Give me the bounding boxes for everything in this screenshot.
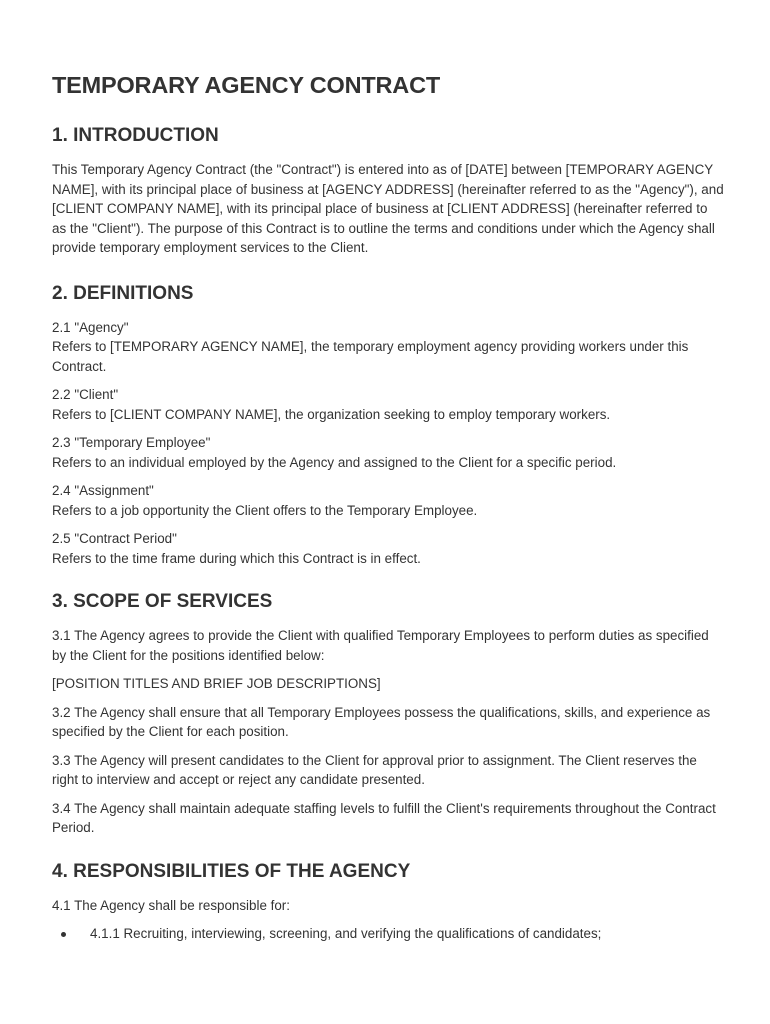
definition-term: 2.5 "Contract Period" bbox=[52, 531, 177, 546]
section-heading-scope: 3. SCOPE OF SERVICES bbox=[52, 591, 273, 612]
definition-term: 2.2 "Client" bbox=[52, 387, 119, 402]
scope-paragraph: 3.3 The Agency will present candidates to the Client for approval prior to assignment. The Client reserves the right to interview and accept or reject any candidate presented. bbox=[52, 752, 697, 787]
definition-text: Refers to [TEMPORARY AGENCY NAME], the temporary employment agency providing workers under this Contract. bbox=[52, 339, 689, 374]
section-heading-responsibilities: 4. RESPONSIBILITIES OF THE AGENCY bbox=[52, 860, 411, 882]
bullet-icon bbox=[61, 932, 66, 937]
definition-item bbox=[52, 433, 724, 472]
definition-text: Refers to a job opportunity the Client offers to the Temporary Employee. bbox=[52, 502, 478, 518]
section-scope-of-services bbox=[52, 590, 724, 838]
section-definitions bbox=[52, 282, 724, 569]
definition-term: 2.1 "Agency" bbox=[52, 319, 129, 335]
scope-paragraph: 3.1 The Agency agrees to provide the Client with qualified Temporary Employees to perform duties as specified by the Client for the positions identified below: bbox=[52, 628, 709, 663]
definition-text: Refers to [CLIENT COMPANY NAME], the organization seeking to employ temporary workers. bbox=[52, 406, 611, 422]
list-item bbox=[52, 924, 724, 944]
definition-term: 2.4 "Assignment" bbox=[52, 483, 154, 498]
definition-text: Refers to the time frame during which this Contract is in effect. bbox=[52, 550, 421, 566]
definition-text: Refers to an individual employed by the Agency and assigned to the Client for a specific period. bbox=[52, 454, 617, 470]
list-item-text: 4.1.1 Recruiting, interviewing, screening, and verifying the qualifications of candidates; bbox=[90, 926, 602, 941]
document-page bbox=[52, 70, 724, 966]
definition-term: 2.3 "Temporary Employee" bbox=[52, 435, 211, 450]
responsibilities-list bbox=[52, 924, 724, 944]
scope-paragraph: [POSITION TITLES AND BRIEF JOB DESCRIPTIONS] bbox=[52, 676, 381, 691]
responsibilities-intro: 4.1 The Agency shall be responsible for: bbox=[52, 897, 290, 913]
section-responsibilities bbox=[52, 860, 724, 944]
section-heading-definitions: 2. DEFINITIONS bbox=[52, 282, 194, 304]
section-heading-introduction: 1. INTRODUCTION bbox=[52, 125, 219, 146]
section-introduction bbox=[52, 124, 724, 258]
scope-paragraph: 3.2 The Agency shall ensure that all Temporary Employees possess the qualifications, skills, and experience as specified by the Client for each position. bbox=[52, 704, 711, 739]
scope-paragraph: 3.4 The Agency shall maintain adequate staffing levels to fulfill the Client's requirements throughout the Contract Period. bbox=[52, 800, 716, 835]
definition-item bbox=[52, 481, 724, 520]
definition-item bbox=[52, 385, 724, 424]
definition-item bbox=[52, 318, 724, 377]
document-title: TEMPORARY AGENCY CONTRACT bbox=[52, 72, 440, 98]
definition-item bbox=[52, 529, 724, 568]
introduction-paragraph: This Temporary Agency Contract (the "Contract") is entered into as of [DATE] between [TEMPORARY AGENCY NAME], with its principal place of business at [AGENCY ADDRESS] (hereinafter referred to as the "Agency"), and [CLIENT COMPANY NAME], with its principal place of business at [CLIENT ADDRESS] (hereinafter referred to as the "Client"). The purpose of this Contract is to outline the terms and conditions under which the Agency shall provide temporary employment services to the Client. bbox=[52, 162, 724, 255]
